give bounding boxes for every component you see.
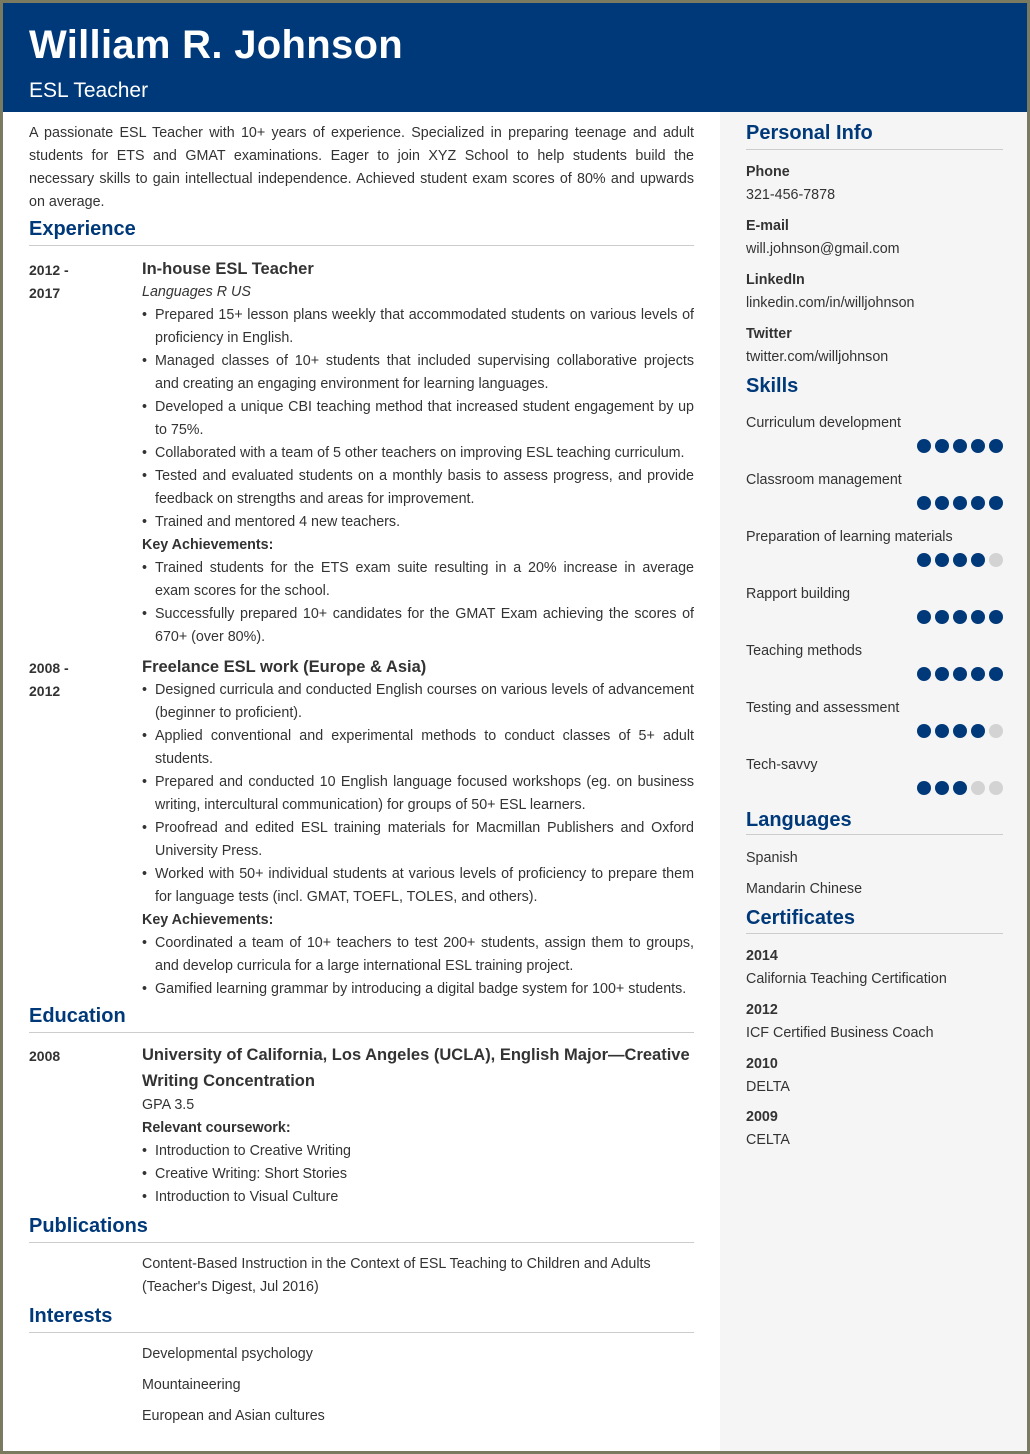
list-item: • Creative Writing: Short Stories [142, 1163, 694, 1186]
interest-item: Mountaineering [142, 1377, 241, 1393]
rating-dot-filled [989, 610, 1003, 624]
skill-rating [917, 496, 1003, 510]
list-item: • Prepared and conducted 10 English language focused workshops (eg. on business writing, intercultural communication) for groups of 50+ ESL learners. [142, 771, 694, 817]
email-label: E-mail [746, 218, 789, 234]
rating-dot-filled [971, 553, 985, 567]
coursework-list [142, 1140, 694, 1209]
rating-dot-filled [935, 553, 949, 567]
rating-dot-filled [935, 667, 949, 681]
education-degree: University of California, Los Angeles (UCLA), English Major—Creative Writing Concentration [142, 1046, 690, 1090]
rating-dot-empty [971, 781, 985, 795]
language-item: Spanish [746, 850, 798, 866]
education-date: 2008 [29, 1048, 61, 1064]
skill-name: Classroom management [746, 472, 902, 488]
list-item: • Gamified learning grammar by introducing a digital badge system for 100+ students. [142, 978, 694, 1001]
coursework-label: Relevant coursework: [142, 1120, 291, 1136]
skill-rating [917, 610, 1003, 624]
job-2-date-start: 2008 - [29, 660, 69, 676]
rating-dot-filled [935, 724, 949, 738]
interests-divider [29, 1332, 694, 1333]
rating-dot-filled [971, 667, 985, 681]
experience-divider [29, 245, 694, 246]
job-2 [142, 655, 694, 1001]
interest-item: European and Asian cultures [142, 1408, 325, 1424]
education-divider [29, 1032, 694, 1033]
list-item: • Coordinated a team of 10+ teachers to test 200+ students, assign them to groups, and develop curricula for a large international ESL training project. [142, 932, 694, 978]
rating-dot-filled [971, 724, 985, 738]
publication-entry: Content-Based Instruction in the Context of ESL Teaching to Children and Adults (Teacher's Digest, Jul 2016) [142, 1256, 651, 1295]
skill-name: Preparation of learning materials [746, 529, 953, 545]
job-1-bullets [142, 304, 694, 534]
rating-dot-filled [971, 439, 985, 453]
rating-dot-filled [971, 496, 985, 510]
list-item: • Applied conventional and experimental methods to conduct classes of 5+ adult students. [142, 725, 694, 771]
sidebar [720, 112, 1027, 1454]
languages-divider [746, 834, 1003, 835]
job-1-date [29, 259, 69, 305]
publications-title: Publications [29, 1215, 148, 1237]
list-item: • Designed curricula and conducted English courses on various levels of advancement (beginner to proficient). [142, 679, 694, 725]
personal-info-divider [746, 149, 1003, 150]
skill-rating [917, 781, 1003, 795]
experience-title: Experience [29, 218, 136, 240]
rating-dot-filled [989, 667, 1003, 681]
list-item: • Successfully prepared 10+ candidates for the GMAT Exam achieving the scores of 670+ (over 80%). [142, 603, 694, 649]
education-gpa: GPA 3.5 [142, 1097, 195, 1113]
certificates-title: Certificates [746, 907, 855, 929]
list-item: • Developed a unique CBI teaching method that increased student engagement by up to 75%. [142, 396, 694, 442]
list-item: • Collaborated with a team of 5 other teachers on improving ESL teaching curriculum. [142, 442, 694, 465]
job-1-achievements [142, 557, 694, 649]
list-item: • Tested and evaluated students on a monthly basis to assess progress, and provide feedback on strengths and areas for improvement. [142, 465, 694, 511]
rating-dot-filled [953, 781, 967, 795]
list-item: • Proofread and edited ESL training materials for Macmillan Publishers and Oxford University Press. [142, 817, 694, 863]
personal-info-title: Personal Info [746, 122, 873, 144]
rating-dot-filled [953, 496, 967, 510]
certificate-year: 2014 [746, 948, 778, 964]
list-item: • Managed classes of 10+ students that included supervising collaborative projects and creating an engaging environment for learning languages. [142, 350, 694, 396]
skills-title: Skills [746, 375, 799, 397]
certificate-year: 2012 [746, 1002, 778, 1018]
skill-name: Testing and assessment [746, 700, 900, 716]
rating-dot-filled [917, 553, 931, 567]
skill-rating [917, 439, 1003, 453]
rating-dot-filled [917, 781, 931, 795]
certificate-year: 2010 [746, 1056, 778, 1072]
list-item: • Introduction to Visual Culture [142, 1186, 694, 1209]
certificate-name: DELTA [746, 1079, 790, 1095]
resume-header [3, 3, 1027, 112]
rating-dot-filled [935, 439, 949, 453]
publications-divider [29, 1242, 694, 1243]
certificate-name: CELTA [746, 1132, 790, 1148]
email-value: will.johnson@gmail.com [746, 241, 900, 257]
rating-dot-filled [989, 496, 1003, 510]
job-1-date-start: 2012 - [29, 262, 69, 278]
job-1-achievements-label: Key Achievements: [142, 537, 274, 553]
interests-title: Interests [29, 1305, 113, 1327]
candidate-name: William R. Johnson [29, 23, 403, 67]
job-2-achievements [142, 932, 694, 1001]
job-1-company: Languages R US [142, 284, 251, 300]
rating-dot-filled [953, 610, 967, 624]
job-2-date [29, 657, 69, 703]
interest-item: Developmental psychology [142, 1346, 313, 1362]
job-1 [142, 257, 694, 649]
certificates-divider [746, 933, 1003, 934]
rating-dot-filled [917, 667, 931, 681]
languages-title: Languages [746, 809, 852, 831]
skill-name: Tech-savvy [746, 757, 818, 773]
list-item: • Prepared 15+ lesson plans weekly that accommodated students on various levels of proficiency in English. [142, 304, 694, 350]
rating-dot-filled [989, 439, 1003, 453]
job-2-date-end: 2012 [29, 683, 61, 699]
list-item: • Trained and mentored 4 new teachers. [142, 511, 694, 534]
rating-dot-empty [989, 724, 1003, 738]
language-item: Mandarin Chinese [746, 881, 863, 897]
rating-dot-filled [917, 724, 931, 738]
job-2-achievements-label: Key Achievements: [142, 912, 274, 928]
candidate-role: ESL Teacher [29, 79, 149, 102]
rating-dot-filled [917, 439, 931, 453]
list-item: • Trained students for the ETS exam suite resulting in a 20% increase in average exam scores for the school. [142, 557, 694, 603]
skill-rating [917, 724, 1003, 738]
job-1-title: In-house ESL Teacher [142, 260, 314, 278]
rating-dot-filled [917, 496, 931, 510]
phone-value: 321-456-7878 [746, 187, 836, 203]
rating-dot-filled [971, 610, 985, 624]
certificate-name: California Teaching Certification [746, 971, 947, 987]
skill-name: Teaching methods [746, 643, 863, 659]
rating-dot-empty [989, 781, 1003, 795]
rating-dot-filled [935, 781, 949, 795]
job-1-date-end: 2017 [29, 285, 61, 301]
skill-rating [917, 553, 1003, 567]
skill-name: Rapport building [746, 586, 851, 602]
job-2-bullets [142, 679, 694, 909]
phone-label: Phone [746, 164, 790, 180]
rating-dot-filled [953, 439, 967, 453]
twitter-value: twitter.com/willjohnson [746, 349, 889, 365]
twitter-label: Twitter [746, 326, 792, 342]
rating-dot-filled [917, 610, 931, 624]
rating-dot-empty [989, 553, 1003, 567]
rating-dot-filled [935, 496, 949, 510]
linkedin-value: linkedin.com/in/willjohnson [746, 295, 915, 311]
rating-dot-filled [935, 610, 949, 624]
certificate-name: ICF Certified Business Coach [746, 1025, 934, 1041]
list-item: • Introduction to Creative Writing [142, 1140, 694, 1163]
list-item: • Worked with 50+ individual students at various levels of proficiency to prepare them for language tests (incl. GMAT, TOEFL, TOLES, and others). [142, 863, 694, 909]
skill-rating [917, 667, 1003, 681]
skill-name: Curriculum development [746, 415, 901, 431]
linkedin-label: LinkedIn [746, 272, 805, 288]
rating-dot-filled [953, 724, 967, 738]
education-title: Education [29, 1005, 126, 1027]
job-2-title: Freelance ESL work (Europe & Asia) [142, 658, 427, 676]
rating-dot-filled [953, 553, 967, 567]
rating-dot-filled [953, 667, 967, 681]
summary: A passionate ESL Teacher with 10+ years of experience. Specialized in preparing teenage and adult students for ETS and GMAT examinations. Eager to join XYZ School to help students build the necessary skills to gain intellectual independence. Achieved student exam scores of 80% and upwards on average. [29, 125, 694, 210]
education-entry [142, 1042, 694, 1209]
certificate-year: 2009 [746, 1109, 778, 1125]
